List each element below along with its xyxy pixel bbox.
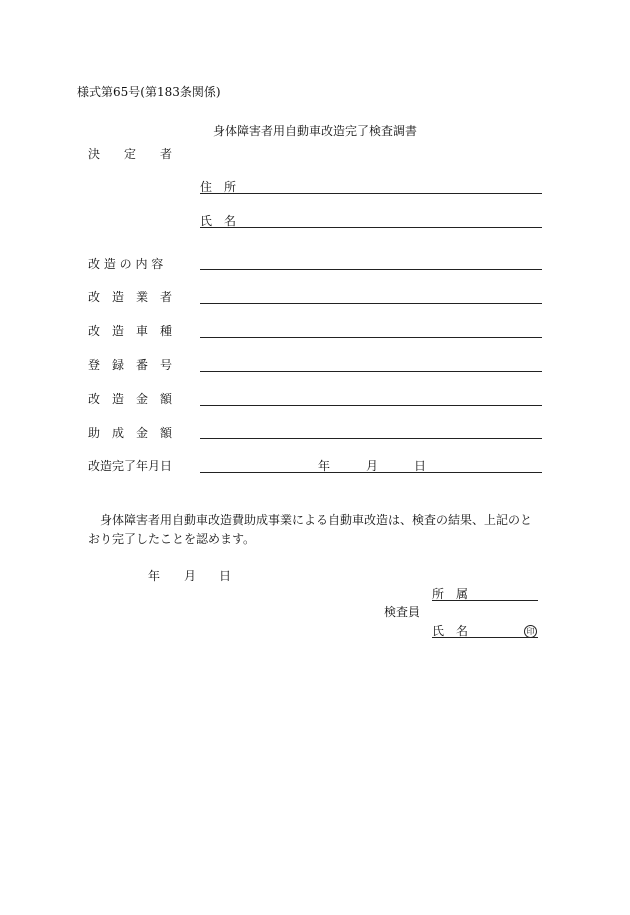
seal-mark: 印 (524, 625, 537, 638)
modification-amount-label: 改 造 金 額 (88, 392, 173, 406)
affiliation-field[interactable] (432, 600, 538, 601)
date-month: 月 (184, 569, 197, 583)
statement-line-1: 身体障害者用自動車改造費助成事業による自動車改造は、検査の結果、上記のと (100, 513, 533, 527)
inspector-name-label: 氏 名 (432, 624, 469, 638)
subsidy-amount-field[interactable] (200, 438, 542, 439)
vehicle-type-field[interactable] (200, 337, 542, 338)
address-field[interactable] (200, 193, 542, 194)
completion-day: 日 (414, 459, 427, 473)
modifier-company-field[interactable] (200, 303, 542, 304)
date-day: 日 (219, 569, 232, 583)
completion-date-label: 改造完了年月日 (88, 459, 173, 473)
name-field[interactable] (200, 227, 542, 228)
vehicle-type-label: 改 造 車 種 (88, 324, 173, 338)
decider-label: 決 定 者 (88, 147, 173, 161)
statement-line-2: おり完了したことを認めます。 (88, 532, 256, 546)
modification-content-label: 改 造 の 内 容 (88, 257, 164, 271)
address-label: 住 所 (200, 180, 237, 194)
date-year: 年 (148, 569, 161, 583)
completion-date-field[interactable] (200, 472, 542, 473)
completion-year: 年 (318, 459, 331, 473)
form-title: 身体障害者用自動車改造完了検査調書 (213, 124, 418, 138)
modifier-company-label: 改 造 業 者 (88, 290, 173, 304)
completion-month: 月 (366, 459, 379, 473)
registration-number-label: 登 録 番 号 (88, 358, 173, 372)
inspector-name-field[interactable] (432, 637, 538, 638)
registration-number-field[interactable] (200, 371, 542, 372)
inspector-label: 検査員 (384, 605, 421, 619)
affiliation-label: 所 属 (432, 587, 469, 601)
modification-amount-field[interactable] (200, 405, 542, 406)
subsidy-amount-label: 助 成 金 額 (88, 426, 173, 440)
form-number: 様式第65号(第183条関係) (77, 85, 221, 99)
name-label: 氏 名 (200, 214, 237, 228)
modification-content-field[interactable] (200, 269, 542, 270)
